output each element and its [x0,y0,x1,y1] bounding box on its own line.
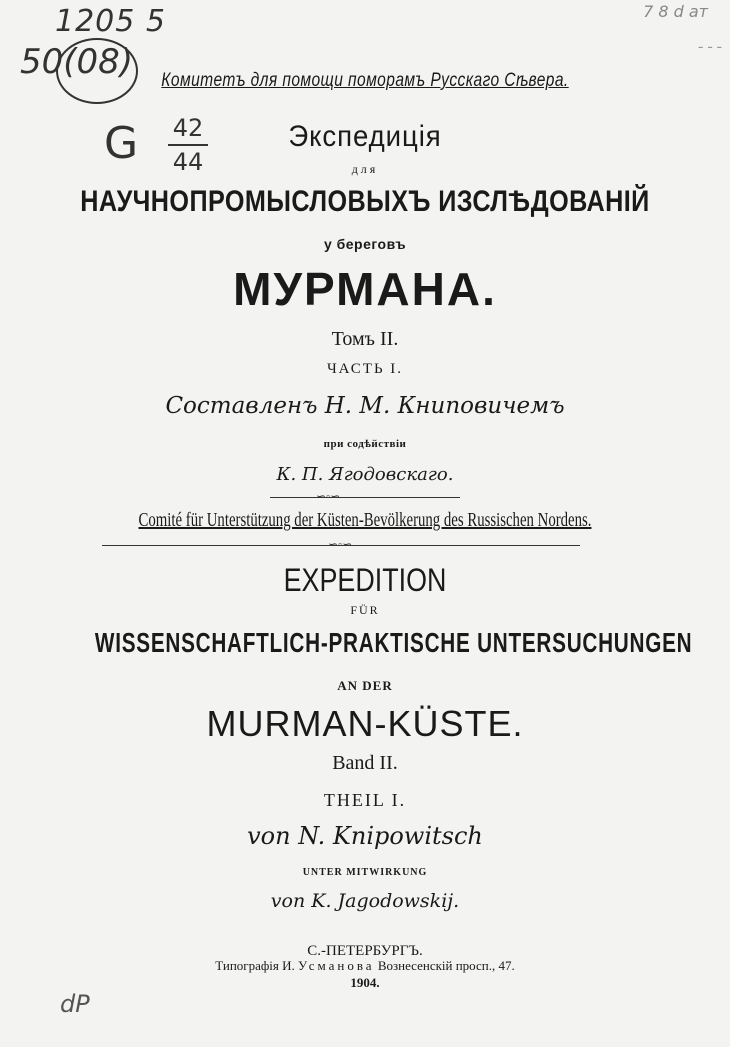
german-cooperation: UNTER MITWIRKUNG [302,867,428,878]
handwritten-corner-note: 7 8 d ат [643,2,708,21]
imprint-city: С.-ПЕТЕРБУРГЪ. [307,943,423,959]
german-for: FÜR [350,603,380,617]
handwritten-dashes: - - - [698,38,722,55]
german-author: von N. Knipowitsch [247,822,483,850]
handwritten-bottom-note: dР [60,990,90,1018]
russian-compiled-by: Составленъ Н. М. Книповичемъ [165,393,565,419]
russian-committee: Комитетъ для помощи поморамъ Русскаго Сѣвера. [161,70,569,91]
imprint-printer [0,958,730,974]
german-expedition-title: EXPEDITION [283,562,447,598]
russian-expedition-title: Экспедиція [288,120,442,153]
handwritten-shelf-letter: G [104,118,139,169]
ornament-top: ∽◦∽ [316,489,341,503]
imprint-printer-prefix: Типографія И. [215,958,295,973]
russian-near-shores: у береговъ [323,236,407,252]
german-coauthor: von K. Jagodowskij. [270,890,460,912]
german-place-title: MURMAN-KÜSTE. [206,703,524,744]
russian-with-assistance: при содѣйствіи [323,438,407,450]
german-an-der: AN DER [337,678,393,693]
german-committee: Comité für Unterstützung der Küsten-Bevölkerung des Russischen Nordens. [138,509,592,531]
russian-part: ЧАСТЬ I. [326,361,404,377]
imprint-year: 1904. [350,975,380,990]
russian-research-title: НАУЧНОПРОМЫСЛОВЫХЪ ИЗСЛѢДОВАНІЙ [80,185,650,218]
handwritten-shelfmark: 1205 5 [55,4,166,39]
german-volume: Band II. [332,752,398,774]
german-research-title: WISSENSCHAFTLICH-PRAKTISCHE UNTERSUCHUNGEN [94,627,693,658]
divider-rule-top [270,497,460,498]
shelf-number-top: 42 [172,114,204,142]
russian-volume: Томъ II. [331,328,399,350]
ornament-bottom: ∽◦∽ [328,537,353,551]
german-part: THEIL I. [323,790,407,810]
russian-place-title: МУРМАНА. [233,263,497,315]
imprint-printer-name: Усманова [298,958,375,973]
russian-for: для [351,162,379,176]
russian-assistant: К. П. Ягодовскаго. [276,464,454,485]
imprint-printer-address: Вознесенскій просп., 47. [377,958,515,973]
handwritten-shelfmark-sub: 50(08) [20,42,134,82]
shelf-number-bottom: 44 [172,148,204,176]
